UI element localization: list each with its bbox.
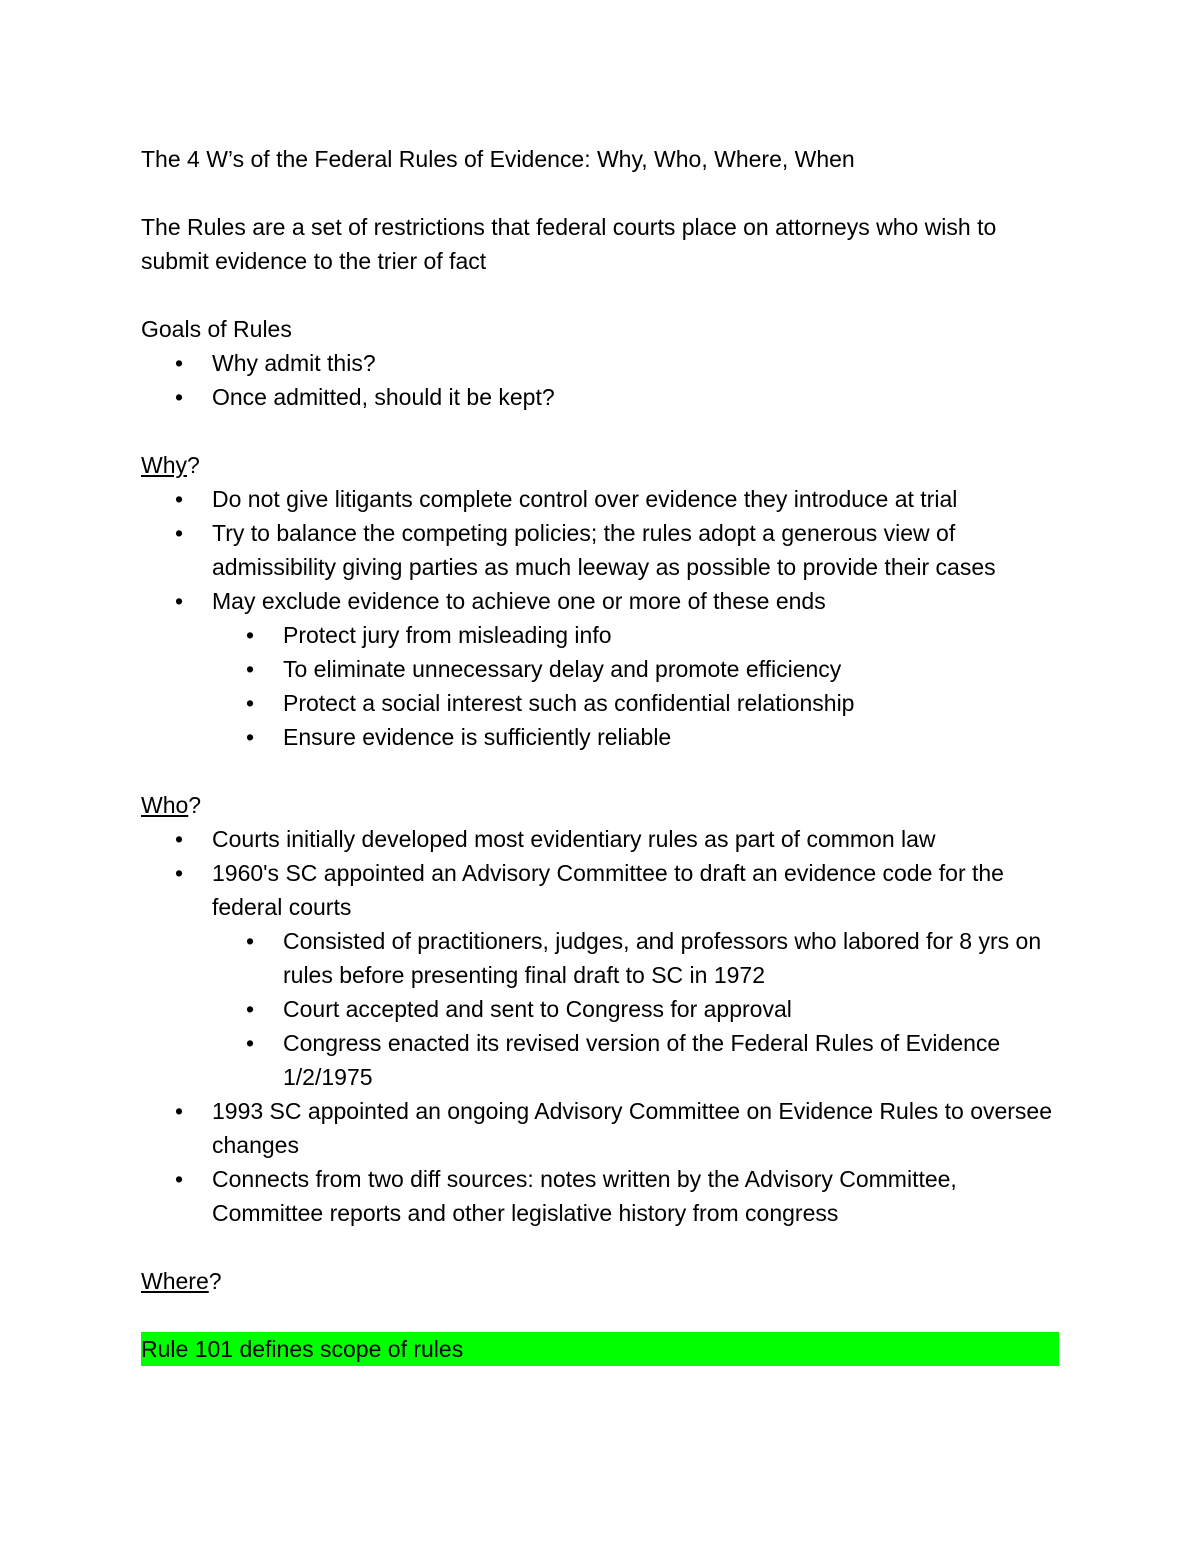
where-heading: Where? <box>141 1268 222 1294</box>
goals-heading: Goals of Rules <box>141 316 292 342</box>
bullet-icon: • <box>245 656 255 682</box>
list-item: • Court accepted and sent to Congress for approval <box>212 992 1059 1026</box>
list-item: • Why admit this? <box>141 346 1059 380</box>
highlighted-line: Rule 101 defines scope of rules <box>141 1332 1059 1366</box>
list-item: • 1993 SC appointed an ongoing Advisory Committee on Evidence Rules to oversee changes <box>141 1094 1059 1162</box>
intro-paragraph: The Rules are a set of restrictions that federal courts place on attorneys who wish to submit evidence to the trier of fact <box>141 214 997 274</box>
list-item: • Protect jury from misleading info <box>212 618 1059 652</box>
spacer <box>141 414 1059 448</box>
why-list <box>141 482 1059 754</box>
document-page <box>141 142 1059 1366</box>
spacer <box>141 754 1059 788</box>
goals-list <box>141 346 1059 414</box>
bullet-icon: • <box>174 350 184 376</box>
spacer <box>141 278 1059 312</box>
list-item: • To eliminate unnecessary delay and promote efficiency <box>212 652 1059 686</box>
who-sublist <box>212 924 1059 1094</box>
list-item: • Connects from two diff sources: notes written by the Advisory Committee, Committee reports and other legislative history from congress <box>141 1162 1059 1230</box>
list-item: • Protect a social interest such as confidential relationship <box>212 686 1059 720</box>
bullet-icon: • <box>174 486 184 512</box>
bullet-icon: • <box>245 690 255 716</box>
bullet-icon: • <box>245 928 255 954</box>
bullet-icon: • <box>174 384 184 410</box>
list-item: • 1960's SC appointed an Advisory Committee to draft an evidence code for the federal courts • Consisted of practitioners, judges, and professors who labored for 8 yrs on rules before presenting final draft to SC in 1972 • Court accepted and sent to Congress for approval • Congress enacted its revised version of the Federal Rules of Evidence 1/2/1975 <box>141 856 1059 1094</box>
list-item: • Congress enacted its revised version of the Federal Rules of Evidence 1/2/1975 <box>212 1026 1059 1094</box>
spacer <box>141 1230 1059 1264</box>
spacer <box>141 176 1059 210</box>
who-heading: Who? <box>141 792 202 818</box>
list-item: • May exclude evidence to achieve one or more of these ends • Protect jury from misleading info • To eliminate unnecessary delay and promote efficiency • Protect a social interest such as confidential relationship • Ensure evidence is sufficiently reliable <box>141 584 1059 754</box>
bullet-icon: • <box>174 520 184 546</box>
list-item: • Ensure evidence is sufficiently reliable <box>212 720 1059 754</box>
why-sublist <box>212 618 1059 754</box>
list-item: • Once admitted, should it be kept? <box>141 380 1059 414</box>
document-title: The 4 W’s of the Federal Rules of Evidence: Why, Who, Where, When <box>141 146 855 172</box>
bullet-icon: • <box>245 622 255 648</box>
list-item: • Try to balance the competing policies; the rules adopt a generous view of admissibility giving parties as much leeway as possible to provide their cases <box>141 516 1059 584</box>
who-list <box>141 822 1059 1230</box>
bullet-icon: • <box>174 588 184 614</box>
list-item: • Courts initially developed most evidentiary rules as part of common law <box>141 822 1059 856</box>
bullet-icon: • <box>174 1166 184 1192</box>
bullet-icon: • <box>174 1098 184 1124</box>
list-item: • Do not give litigants complete control over evidence they introduce at trial <box>141 482 1059 516</box>
bullet-icon: • <box>174 860 184 886</box>
bullet-icon: • <box>174 826 184 852</box>
list-item: • Consisted of practitioners, judges, and professors who labored for 8 yrs on rules before presenting final draft to SC in 1972 <box>212 924 1059 992</box>
bullet-icon: • <box>245 996 255 1022</box>
spacer <box>141 1298 1059 1332</box>
why-heading: Why? <box>141 452 200 478</box>
bullet-icon: • <box>245 1030 255 1056</box>
bullet-icon: • <box>245 724 255 750</box>
